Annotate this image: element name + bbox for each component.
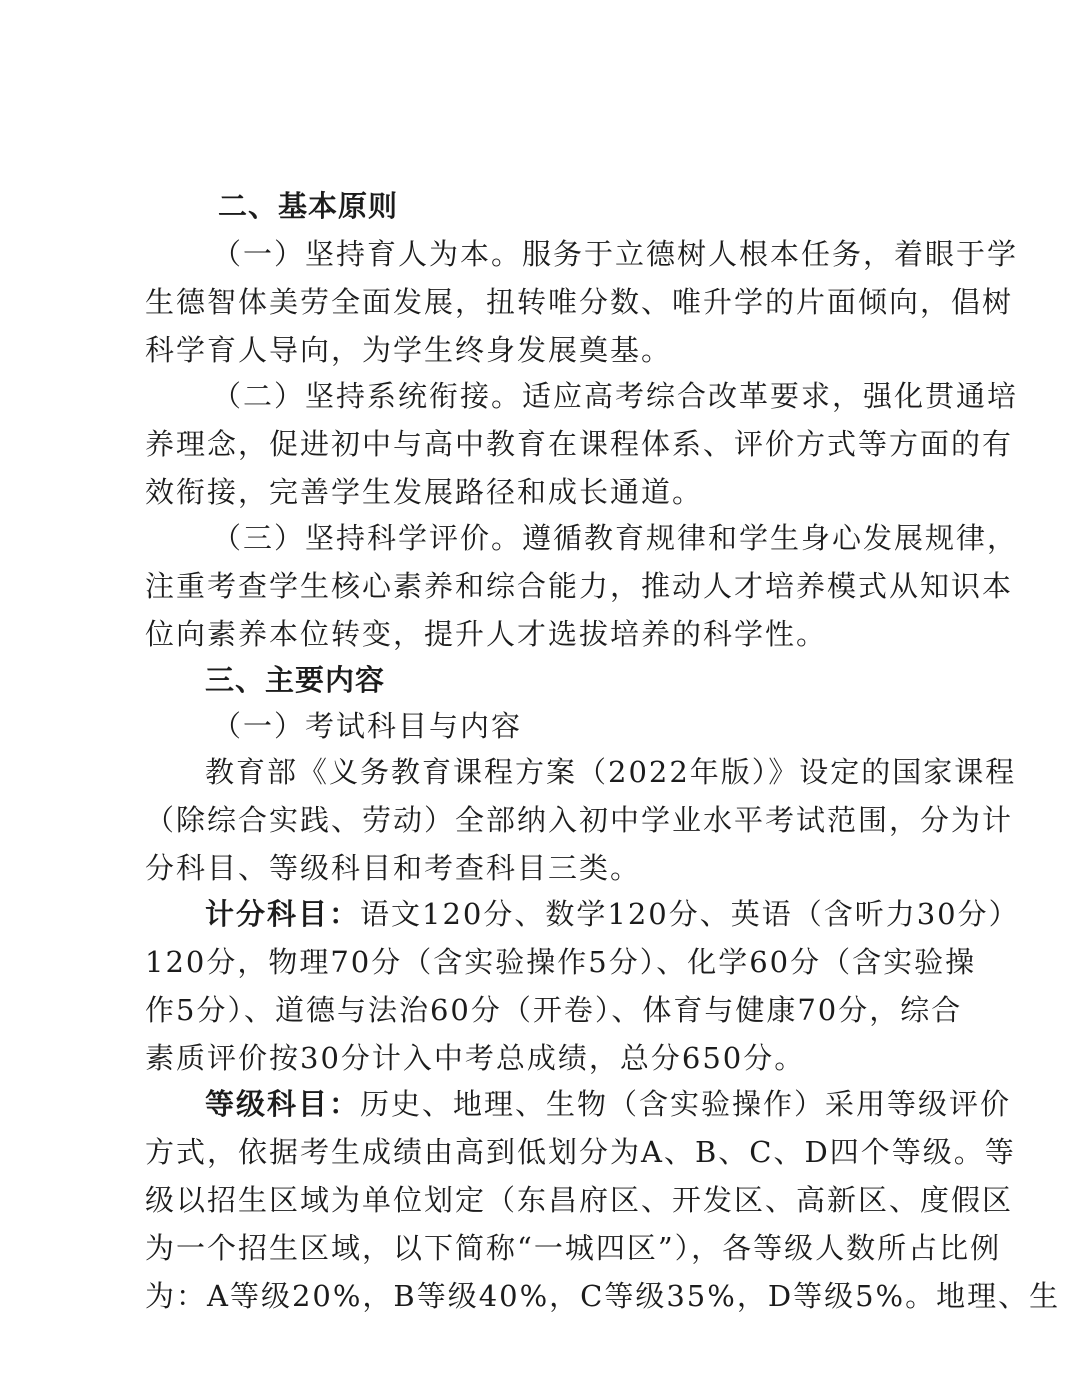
graded-subjects-line-2: 方式，依据考生成绩由高到低划分为A、B、C、D四个等级。等 [145, 1135, 1016, 1169]
principle-3-line-2: 注重考查学生核心素养和综合能力，推动人才培养模式从知识本 [145, 569, 1014, 603]
graded-subjects-line-5: 为：A等级20%，B等级40%，C等级35%，D等级5%。地理、生 [145, 1279, 1061, 1313]
principle-2-line-3: 效衔接，完善学生发展路径和成长通道。 [145, 475, 704, 509]
scored-subjects-line-1 [205, 890, 1020, 938]
principle-1-line-3: 科学育人导向，为学生终身发展奠基。 [145, 333, 673, 367]
principle-2-line-2: 养理念，促进初中与高中教育在课程体系、评价方式等方面的有 [145, 427, 1014, 461]
section-heading-basic-principles: 二、基本原则 [218, 189, 399, 223]
graded-subjects-line-1 [205, 1080, 1012, 1128]
exam-scope-line-3: 分科目、等级科目和考查科目三类。 [145, 851, 642, 885]
scored-subjects-line-2: 120分，物理70分（含实验操作5分）、化学60分（含实验操 [145, 945, 977, 979]
scored-subjects-line-4: 素质评价按30分计入中考总成绩，总分650分。 [145, 1041, 806, 1075]
principle-1-line-2: 生德智体美劳全面发展，扭转唯分数、唯升学的片面倾向，倡树 [145, 285, 1014, 319]
principle-2-line-1: （二）坚持系统衔接。适应高考综合改革要求，强化贯通培 [212, 379, 1019, 413]
scored-subjects-label: 计分科目： [205, 897, 361, 931]
scored-subjects-text-1: 语文120分、数学120分、英语（含听力30分） [360, 897, 1020, 931]
principle-3-line-3: 位向素养本位转变，提升人才选拔培养的科学性。 [145, 617, 828, 651]
exam-scope-line-1: 教育部《义务教育课程方案（2022年版）》设定的国家课程 [205, 755, 1017, 789]
graded-subjects-line-3: 级以招生区域为单位划定（东昌府区、开发区、高新区、度假区 [145, 1183, 1014, 1217]
graded-subjects-label: 等级科目： [205, 1087, 361, 1121]
principle-3-line-1: （三）坚持科学评价。遵循教育规律和学生身心发展规律， [212, 521, 1019, 555]
principle-1-line-1: （一）坚持育人为本。服务于立德树人根本任务，着眼于学 [212, 237, 1019, 271]
section-heading-main-content: 三、主要内容 [205, 663, 386, 697]
scored-subjects-line-3: 作5分）、道德与法治60分（开卷）、体育与健康70分，综合 [145, 993, 963, 1027]
graded-subjects-text-1: 历史、地理、生物（含实验操作）采用等级评价 [360, 1087, 1012, 1121]
subheading-exam-subjects: （一）考试科目与内容 [212, 709, 523, 743]
exam-scope-line-2: （除综合实践、劳动）全部纳入初中学业水平考试范围，分为计 [145, 803, 1014, 837]
graded-subjects-line-4: 为一个招生区域，以下简称“一城四区”），各等级人数所占比例 [145, 1231, 1002, 1265]
